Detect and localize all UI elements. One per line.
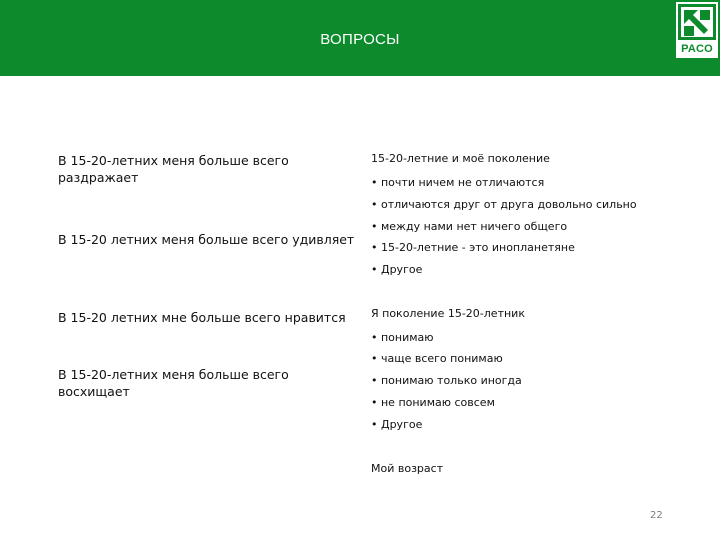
logo-text: PACO (681, 43, 713, 55)
question-admires: В 15-20-летних меня больше всего восхищает (58, 367, 289, 399)
logo-emblem-icon (676, 2, 718, 42)
paco-logo (676, 2, 718, 58)
question-likes: В 15-20 летних мне больше всего нравится (58, 310, 346, 325)
understanding-option: • не понимаю совсем (371, 396, 495, 409)
understanding-option: • понимаю только иногда (371, 374, 522, 387)
generation-option: • отличаются друг от друга довольно сильно (371, 198, 637, 211)
generation-option: • 15-20-летние - это инопланетяне (371, 241, 575, 254)
understanding-option: • Другое (371, 418, 423, 431)
generation-option: • Другое (371, 263, 423, 276)
generation-option: • между нами нет ничего общего (371, 220, 568, 233)
slide-title: ВОПРОСЫ (320, 31, 400, 48)
age-question-heading: Мой возраст (371, 462, 444, 475)
generation-option: • почти ничем не отличаются (371, 176, 545, 189)
page-number: 22 (650, 510, 663, 521)
understanding-option: • понимаю (371, 331, 434, 344)
question-irritates: В 15-20-летних меня больше всего раздражает (58, 153, 289, 185)
understanding-question-heading: Я поколение 15-20-летник (371, 307, 525, 320)
generation-question-heading: 15-20-летние и моё поколение (371, 152, 550, 165)
header-bar (0, 0, 720, 76)
question-surprises: В 15-20 летних меня больше всего удивляет (58, 232, 355, 247)
understanding-option: • чаще всего понимаю (371, 352, 503, 365)
